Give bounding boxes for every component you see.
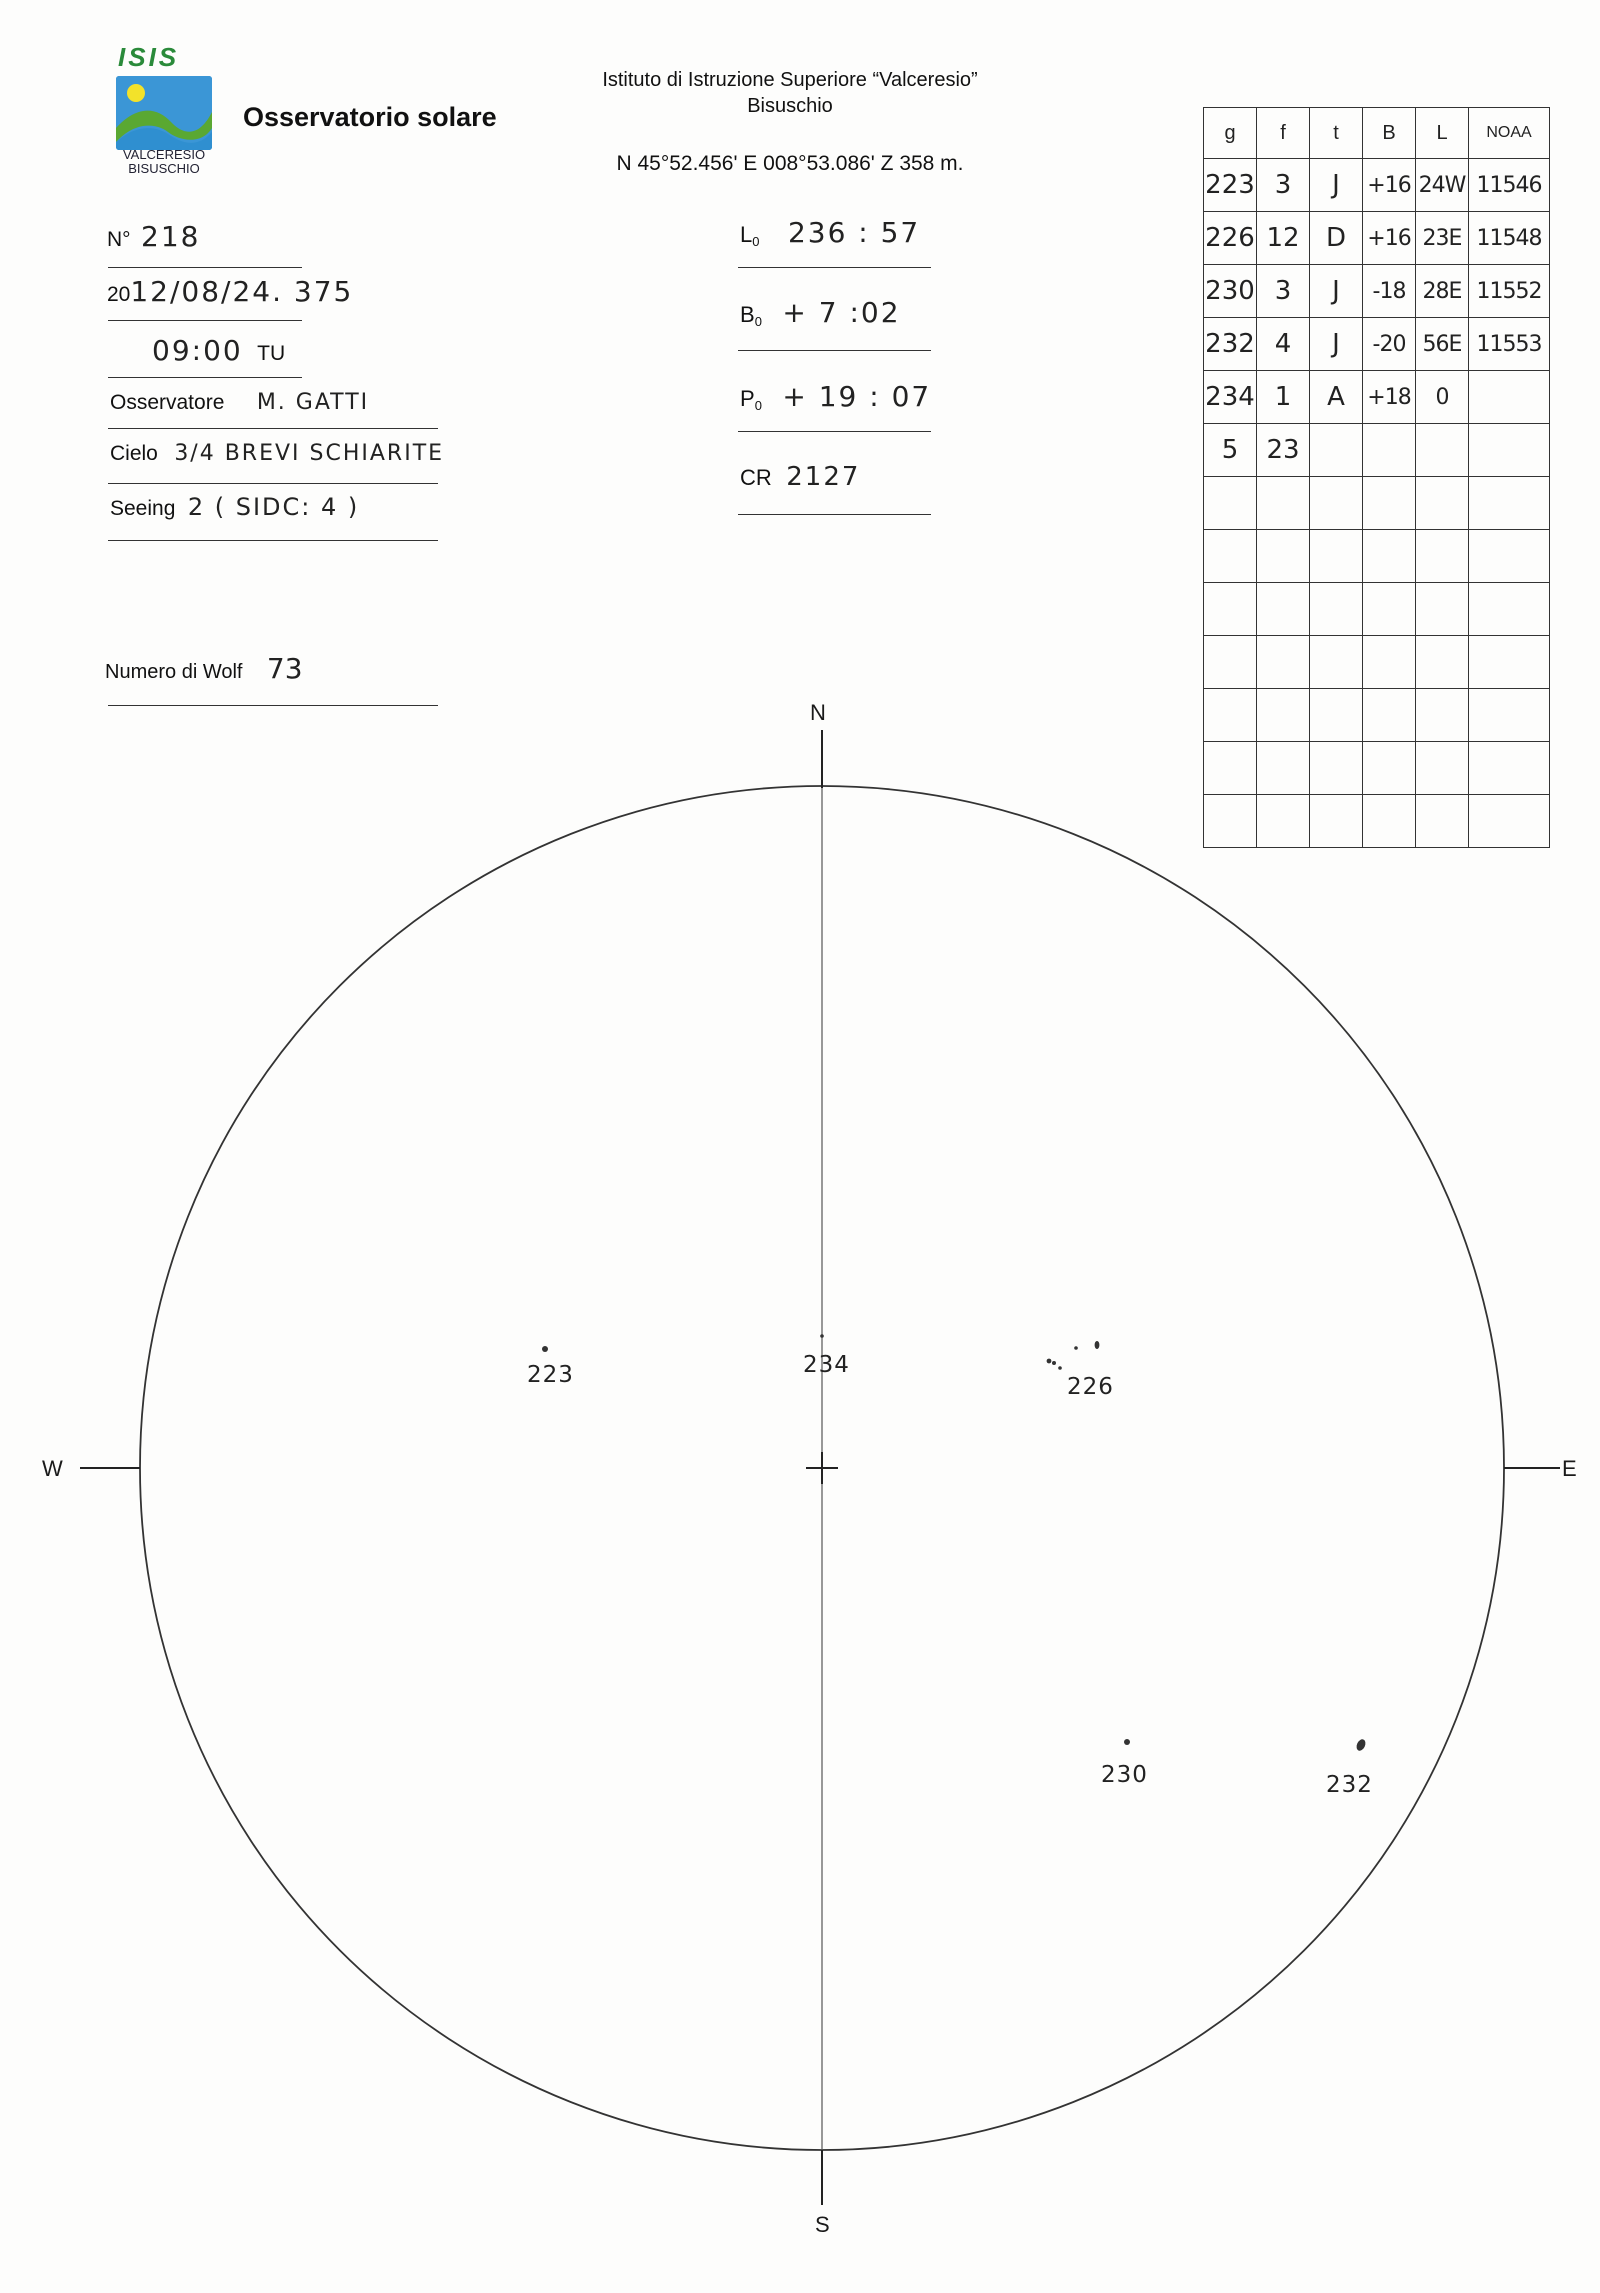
north-label: N (810, 700, 826, 725)
sunspot-230 (1124, 1739, 1130, 1745)
table-cell-g: 223 (1204, 159, 1257, 212)
ephemeris-b0-value: + 7 :02 (782, 296, 901, 329)
record-number-value: 218 (141, 220, 201, 253)
group-label-223: 223 (527, 1362, 574, 1388)
table-cell-t: D (1310, 212, 1363, 265)
table-cell-t: J (1310, 318, 1363, 371)
table-cell-b: +16 (1363, 159, 1416, 212)
logo-caption-line1: VALCERESIO (122, 147, 206, 162)
wolf-number-value: 73 (266, 652, 303, 685)
table-cell-g: 5 (1204, 424, 1257, 477)
table-cell-l: 24W (1416, 159, 1469, 212)
logo-caption-line2: BISUSCHIO (128, 161, 200, 176)
table-cell-noaa: 11546 (1469, 159, 1550, 212)
table-cell-g: 234 (1204, 371, 1257, 424)
sunspot-226-e (1095, 1341, 1100, 1349)
table-cell-b: -20 (1363, 318, 1416, 371)
table-cell-f: 1 (1257, 371, 1310, 424)
ephemeris-b0-sub: 0 (754, 314, 762, 330)
sunspot-232 (1355, 1738, 1367, 1752)
sunspot-234 (820, 1334, 824, 1338)
table-cell-f: 4 (1257, 318, 1310, 371)
record-time-value: 09:00 (152, 334, 243, 367)
ephemeris-l0-sub: 0 (752, 234, 760, 250)
ephemeris-cr-value: 2127 (786, 462, 861, 492)
seeing-value: 2 ( SIDC: 4 ) (187, 493, 360, 521)
table-cell-f: 3 (1257, 265, 1310, 318)
observatory-coordinates: N 45°52.456' E 008°53.086' Z 358 m. (616, 152, 964, 175)
group-label-230: 230 (1101, 1762, 1148, 1788)
column-header-b: B (1363, 108, 1416, 159)
table-cell-f: 23 (1257, 424, 1310, 477)
sunspot-223 (542, 1346, 548, 1352)
group-label-226: 226 (1067, 1374, 1114, 1400)
table-cell-b: +16 (1363, 212, 1416, 265)
column-header-l: L (1416, 108, 1469, 159)
sunspot-226-a (1047, 1359, 1052, 1364)
table-cell-f: 12 (1257, 212, 1310, 265)
ephemeris-p0-sub: 0 (754, 398, 762, 414)
table-cell-g: 232 (1204, 318, 1257, 371)
table-cell-b: +18 (1363, 371, 1416, 424)
page-title: Osservatorio solare (243, 102, 497, 132)
column-header-g: g (1204, 108, 1257, 159)
ephemeris-l0-value: 236 : 57 (787, 216, 921, 249)
ephemeris-p0-label: P (740, 386, 755, 411)
table-cell-t: J (1310, 159, 1363, 212)
table-cell-l: 23E (1416, 212, 1469, 265)
institute-line2: Bisuschio (747, 95, 833, 117)
table-cell-t: J (1310, 265, 1363, 318)
table-cell-l: 56E (1416, 318, 1469, 371)
column-header-f: f (1257, 108, 1310, 159)
table-cell-g: 226 (1204, 212, 1257, 265)
table-cell-l: 0 (1416, 371, 1469, 424)
column-header-t: t (1310, 108, 1363, 159)
group-label-234: 234 (803, 1352, 850, 1378)
record-date-value: 12/08/24. 375 (130, 275, 354, 308)
table-cell-noaa: 11548 (1469, 212, 1550, 265)
record-date-prefix: 20 (107, 283, 131, 306)
table-cell-t: A (1310, 371, 1363, 424)
table-cell-noaa: 11552 (1469, 265, 1550, 318)
east-label: E (1562, 1456, 1577, 1481)
ephemeris-b0-label: B (740, 302, 755, 327)
west-label: W (42, 1456, 63, 1481)
seeing-label: Seeing (110, 497, 176, 520)
logo-wordmark: ISIS (118, 42, 180, 72)
record-number-label: N° (107, 228, 131, 251)
table-cell-b: -18 (1363, 265, 1416, 318)
ephemeris-l0-label: L (740, 222, 753, 247)
table-cell-f: 3 (1257, 159, 1310, 212)
sky-value: 3/4 BREVI SCHIARITE (174, 441, 445, 466)
sunspot-226-b (1052, 1361, 1056, 1365)
sky-label: Cielo (110, 442, 158, 465)
table-cell-l: 28E (1416, 265, 1469, 318)
table-cell-noaa: 11553 (1469, 318, 1550, 371)
record-time-unit: TU (257, 342, 286, 365)
sunspot-226-c (1058, 1366, 1062, 1370)
column-header-noaa: NOAA (1469, 108, 1550, 159)
observer-label: Osservatore (110, 391, 225, 414)
ephemeris-p0-value: + 19 : 07 (782, 380, 932, 413)
observer-value: M. GATTI (256, 390, 370, 415)
ephemeris-cr-label: CR (740, 465, 772, 490)
table-cell-g: 230 (1204, 265, 1257, 318)
institute-line1: Istituto di Istruzione Superiore “Valceresio” (602, 69, 978, 91)
group-label-232: 232 (1326, 1772, 1373, 1798)
sunspot-226-d (1074, 1346, 1078, 1350)
south-label: S (815, 2212, 830, 2237)
wolf-number-label: Numero di Wolf (105, 661, 243, 683)
